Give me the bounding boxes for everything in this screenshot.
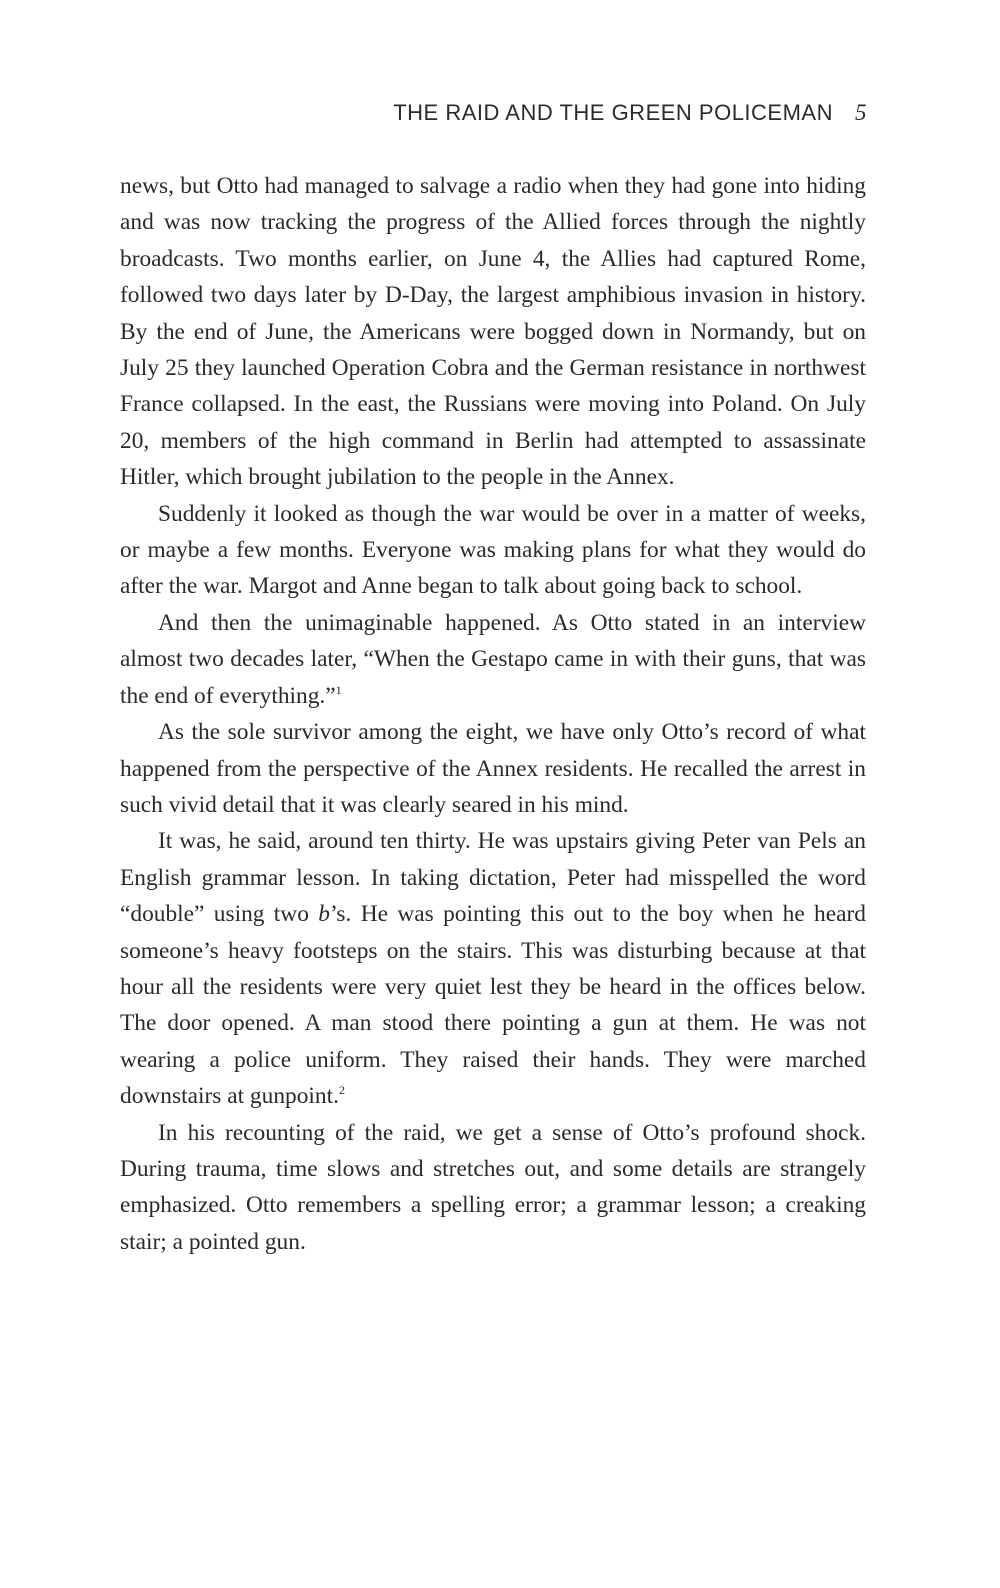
paragraph-text: ’s. He was pointing this out to the boy when he heard someone’s heavy footsteps on the stairs. This was disturbing because at that hour all the residents were very quiet lest they be heard in the offices below. The door opened. A man stood there pointing a gun at them. He was not wearing a police uniform. They raised their hands. They were marched downstairs at gunpoint.	[120, 901, 866, 1110]
paragraph: Suddenly it looked as though the war would be over in a matter of weeks, or maybe a few months. Everyone was making plans for what they would do after the war. Margot and Anne began to talk about going back to school.	[120, 500, 866, 600]
footnote-marker: 2	[338, 1083, 345, 1098]
page-number: 5	[855, 100, 867, 125]
paragraph	[120, 605, 866, 714]
paragraph-text: And then the unimaginable happened. As Otto stated in an interview almost two decades later, “When the Gestapo came in with their guns, that was the end of everything.”	[120, 609, 866, 709]
paragraph: In his recounting of the raid, we get a sense of Otto’s profound shock. During trauma, time slows and stretches out, and some details are strangely emphasized. Otto remembers a spelling error; a grammar lesson; a creaking stair; a pointed gun.	[120, 1119, 866, 1255]
paragraph	[120, 823, 866, 1114]
chapter-title: THE RAID AND THE GREEN POLICEMAN	[393, 100, 833, 125]
footnote-marker: 1	[335, 682, 342, 697]
italic-letter: b	[318, 901, 330, 928]
body-text	[120, 168, 866, 1260]
paragraph-continued: news, but Otto had managed to salvage a radio when they had gone into hiding and was now tracking the progress of the Allied forces through the nightly broadcasts. Two months earlier, on June 4, the Allies had captured Rome, followed two days later by D-Day, the largest amphibious invasion in history. By the end of June, the Americans were bogged down in Normandy, but on July 25 they launched Operation Cobra and the German resistance in northwest France collapsed. In the east, the Russians were moving into Poland. On July 20, members of the high command in Berlin had attempted to assassinate Hitler, which brought jubilation to the people in the Annex.	[120, 173, 866, 491]
running-head	[120, 100, 867, 126]
paragraph-text: It was, he said, around ten thirty. He was upstairs giving Peter van Pels an English grammar lesson. In taking dictation, Peter had misspelled the word “double” using two	[120, 828, 866, 928]
paragraph: As the sole survivor among the eight, we have only Otto’s record of what happened from the perspective of the Annex residents. He recalled the arrest in such vivid detail that it was clearly seared in his mind.	[120, 719, 866, 818]
